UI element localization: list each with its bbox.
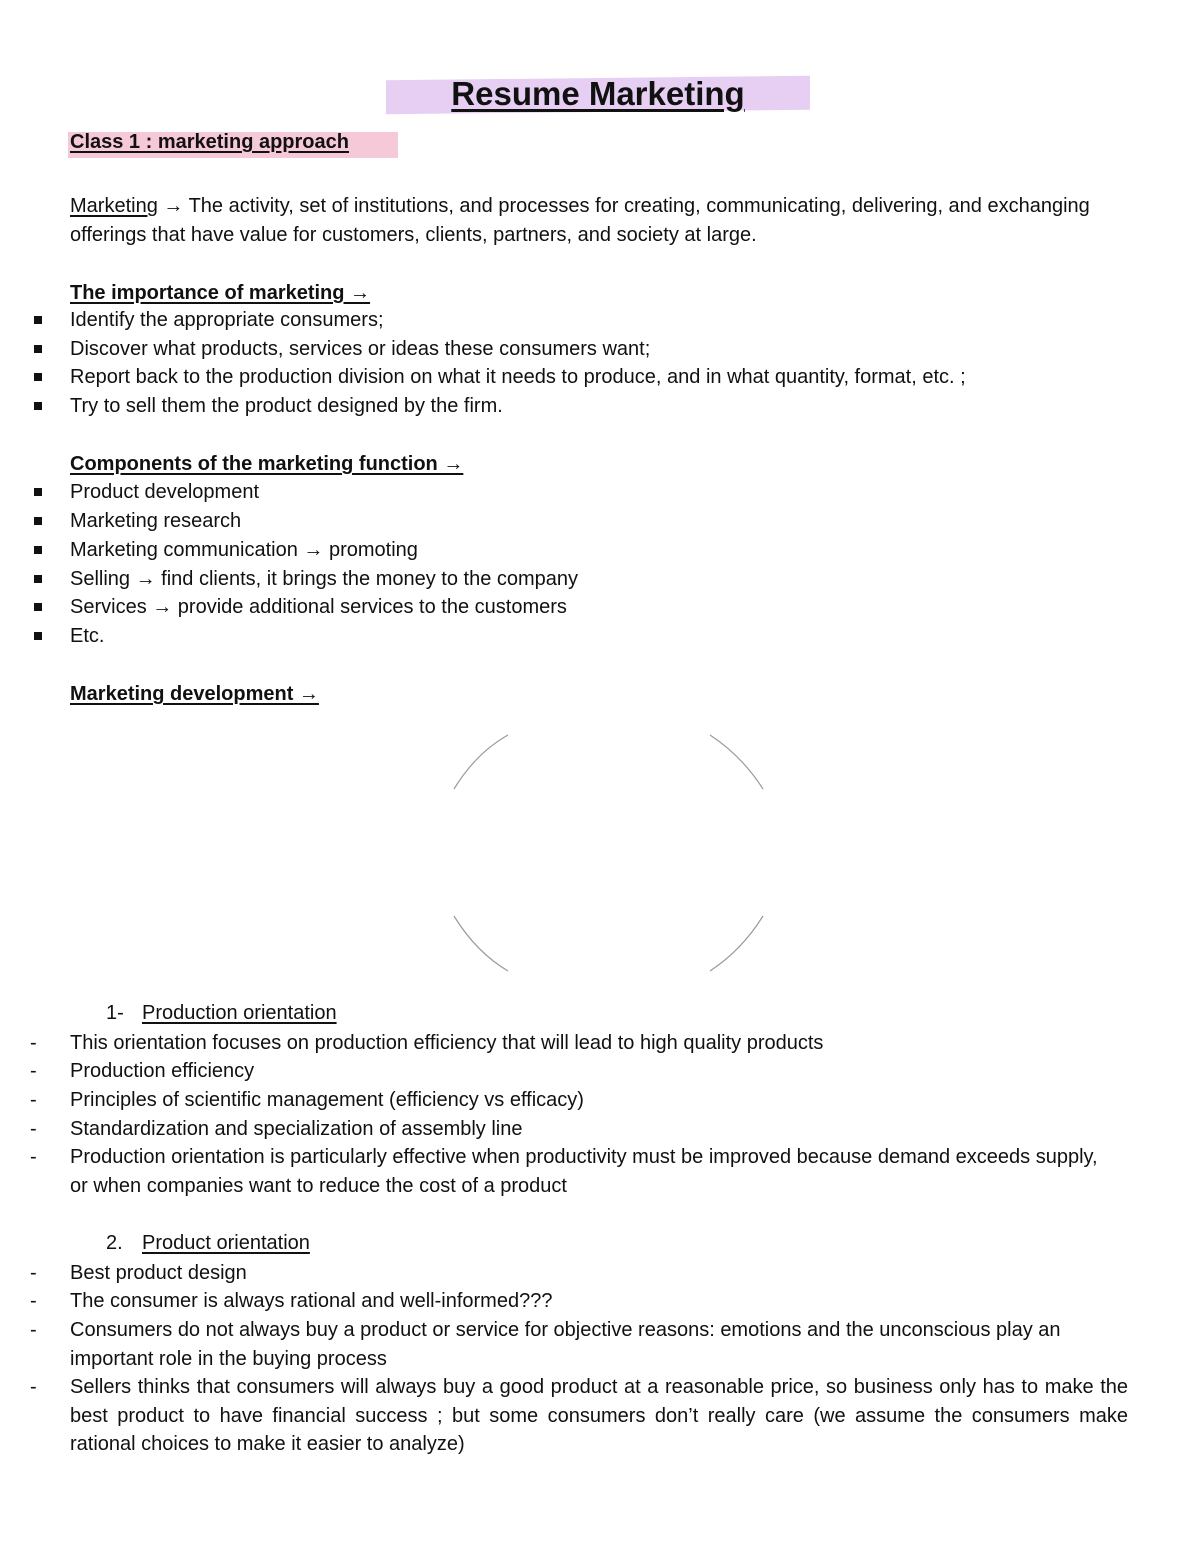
square-bullet-icon: [34, 373, 44, 383]
definition-text: The activity, set of institutions, and processes for creating, communicating, delivering, and exchanging offerings that have value for customers, clients, partners, and society at large.: [70, 195, 1090, 246]
square-bullet-icon: [34, 402, 44, 412]
list-item: Production orientation is particularly effective when productivity must be improved because demand exceeds supply, or when companies want to reduce the cost of a product: [70, 1146, 1098, 1197]
list-item: This orientation focuses on production efficiency that will lead to high quality products: [70, 1032, 824, 1054]
importance-heading: The importance of marketing →: [70, 282, 371, 304]
cycle-arc-bottom-right: [710, 916, 763, 971]
section-number: 2.: [106, 1232, 123, 1254]
list-item: Production efficiency: [70, 1060, 255, 1082]
list-item: Discover what products, services or ideas these consumers want;: [70, 338, 651, 360]
list-item: Best product design: [70, 1262, 247, 1284]
dash-bullet: -: [30, 1262, 37, 1284]
cycle-diagram: [440, 720, 780, 990]
page-title: Resume Marketing: [451, 75, 745, 112]
list-item: Consumers do not always buy a product or service for objective reasons: emotions and the unconscious play an important role in the buying process: [70, 1319, 1061, 1370]
dash-bullet: -: [30, 1060, 37, 1082]
production-orientation-heading: Production orientation: [142, 1002, 337, 1024]
list-item: Report back to the production division on what it needs to produce, and in what quantity, format, etc. ;: [70, 366, 966, 388]
square-bullet-icon: [34, 517, 44, 527]
cycle-arc-top-left: [454, 735, 508, 789]
dash-bullet: -: [30, 1146, 37, 1168]
dash-bullet: -: [30, 1319, 37, 1341]
square-bullet-icon: [34, 603, 44, 613]
square-bullet-icon: [34, 575, 44, 585]
title-block: [386, 74, 810, 114]
list-item: Principles of scientific management (efficiency vs efficacy): [70, 1089, 584, 1111]
list-item: Etc.: [70, 625, 105, 647]
square-bullet-icon: [34, 632, 44, 642]
components-heading: Components of the marketing function →: [70, 453, 464, 475]
square-bullet-icon: [34, 316, 44, 326]
arrow-icon: →: [163, 195, 184, 217]
list-item: Try to sell them the product designed by the firm.: [70, 395, 503, 417]
list-item: Marketing research: [70, 510, 242, 532]
list-item: Sellers thinks that consumers will always buy a good product at a reasonable price, so business only has to make the best product to have financial success ; but some consumers don’t really care (we assume the consumers make rational choices to make it easier to analyze): [70, 1376, 1128, 1456]
product-orientation-heading: Product orientation: [142, 1232, 310, 1254]
dash-bullet: -: [30, 1290, 37, 1312]
square-bullet-icon: [34, 488, 44, 498]
definition-term: Marketing: [70, 195, 158, 217]
list-item: The consumer is always rational and well-informed???: [70, 1290, 553, 1312]
dash-bullet: -: [30, 1376, 37, 1398]
marketing-definition: [70, 192, 1130, 249]
square-bullet-icon: [34, 345, 44, 355]
square-bullet-icon: [34, 546, 44, 556]
list-item: Identify the appropriate consumers;: [70, 309, 384, 331]
list-item: Standardization and specialization of assembly line: [70, 1118, 523, 1140]
dash-bullet: -: [30, 1032, 37, 1054]
list-item: Selling → find clients, it brings the money to the company: [70, 568, 579, 590]
development-heading: Marketing development →: [70, 683, 319, 705]
list-item: Services → provide additional services to the customers: [70, 596, 567, 618]
section-number: 1-: [106, 1002, 124, 1024]
list-item: Marketing communication → promoting: [70, 539, 418, 561]
class-heading: Class 1 : marketing approach: [70, 131, 349, 153]
cycle-arc-bottom-left: [454, 916, 508, 971]
dash-bullet: -: [30, 1118, 37, 1140]
list-item: Product development: [70, 481, 260, 503]
dash-bullet: -: [30, 1089, 37, 1111]
cycle-arc-top-right: [710, 735, 763, 789]
